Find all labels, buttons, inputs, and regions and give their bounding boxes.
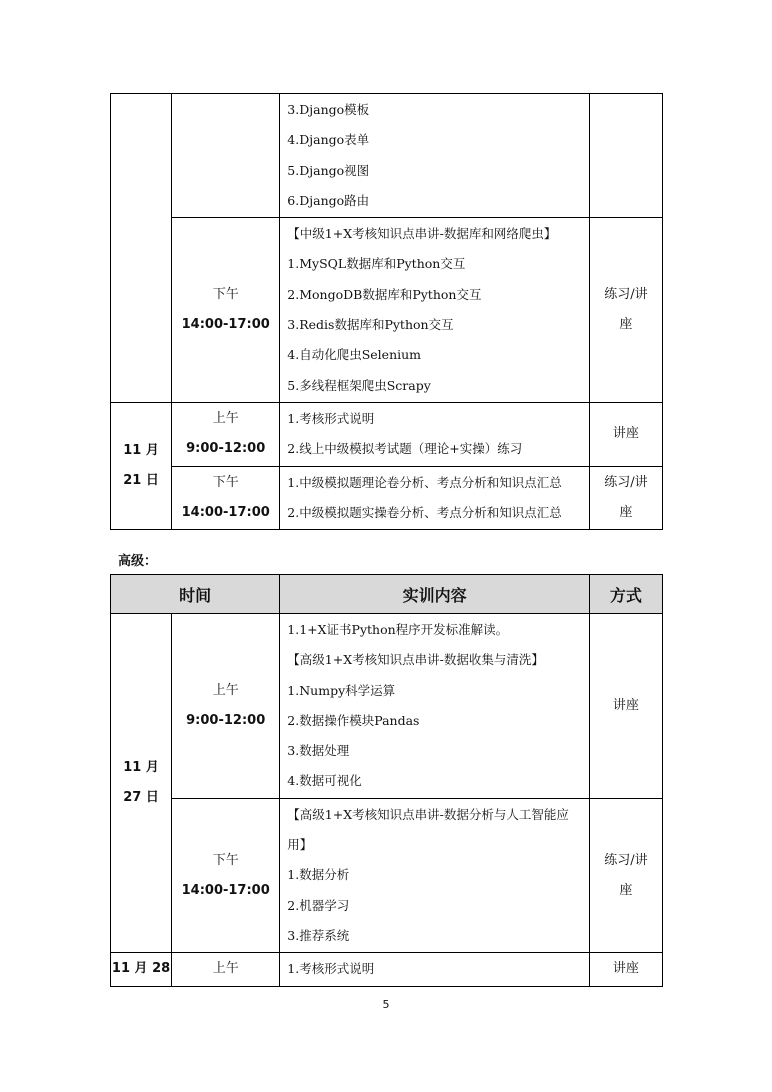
time-range: 9:00-12:00 [186, 712, 266, 728]
time-range: 14:00-17:00 [181, 317, 270, 333]
content-line: 2.线上中级模拟考试题（理论+实操）练习 [287, 441, 523, 457]
content-cell [280, 466, 590, 530]
page-number: 5 [382, 998, 390, 1011]
content-line: 1.中级模拟题理论卷分析、考点分析和知识点汇总 [287, 474, 562, 490]
date-cell: 11 月 28 [111, 953, 172, 986]
date-cell: 11 月 27 日 [111, 614, 172, 953]
time-cell [172, 614, 280, 799]
time-period: 上午 [212, 961, 239, 977]
time-cell [172, 466, 280, 530]
time-range: 14:00-17:00 [181, 504, 270, 520]
time-cell [172, 218, 280, 403]
mode-cell: 练习/讲座 [589, 218, 662, 403]
content-line: 4.Django表单 [287, 132, 370, 148]
content-line: 3.Redis数据库和Python交互 [287, 317, 454, 333]
mode-cell: 讲座 [589, 402, 662, 466]
content-line: 1.MySQL数据库和Python交互 [287, 256, 466, 272]
content-cell [280, 953, 590, 986]
table-row [111, 466, 663, 530]
mode-cell [589, 94, 662, 218]
content-line: 5.多线程框架爬虫Scrapy [287, 377, 431, 393]
time-range: 14:00-17:00 [181, 882, 270, 898]
content-cell [280, 614, 590, 799]
content-line: 1.考核形式说明 [287, 410, 375, 426]
content-line: 3.数据处理 [287, 743, 350, 759]
content-cell [280, 798, 590, 952]
content-line: 【高级1+X考核知识点串讲-数据分析与人工智能应用】 [287, 806, 569, 853]
header-content: 实训内容 [280, 575, 590, 614]
time-period: 上午 [212, 682, 239, 698]
header-mode: 方式 [589, 575, 662, 614]
time-cell [172, 953, 280, 986]
section-title: 高级： [118, 554, 158, 569]
time-period: 上午 [212, 411, 239, 427]
content-line: 1.1+X证书Python程序开发标准解读。 [287, 622, 509, 637]
content-line: 3.推荐系统 [287, 927, 350, 943]
content-line: 1.考核形式说明 [287, 961, 375, 977]
table-row [111, 614, 663, 799]
table-header-row [111, 575, 663, 614]
table-row [111, 798, 663, 952]
content-line: 1.数据分析 [287, 867, 350, 883]
time-period: 下午 [212, 852, 239, 868]
content-line: 6.Django路由 [287, 192, 370, 208]
content-line: 2.MongoDB数据库和Python交互 [287, 286, 482, 302]
time-period: 下午 [212, 287, 239, 303]
content-cell [280, 94, 590, 218]
time-range: 9:00-12:00 [186, 441, 266, 457]
content-cell [280, 402, 590, 466]
mode-cell: 练习/讲座 [589, 798, 662, 952]
intermediate-schedule-table [110, 93, 663, 530]
time-cell [172, 402, 280, 466]
content-line: 2.机器学习 [287, 897, 350, 913]
content-line: 2.数据操作模块Pandas [287, 712, 420, 728]
advanced-schedule-table [110, 574, 663, 987]
content-line: 2.中级模拟题实操卷分析、考点分析和知识点汇总 [287, 504, 562, 520]
table-row [111, 218, 663, 403]
time-period: 下午 [212, 474, 239, 490]
table-row [111, 953, 663, 986]
content-line: 3.Django模板 [287, 102, 370, 117]
header-time: 时间 [111, 575, 280, 614]
content-line: 4.数据可视化 [287, 773, 362, 789]
content-line: 1.Numpy科学运算 [287, 682, 396, 698]
mode-cell: 练习/讲座 [589, 466, 662, 530]
mode-cell: 讲座 [589, 953, 662, 986]
content-line: 【中级1+X考核知识点串讲-数据库和网络爬虫】 [287, 226, 557, 242]
date-cell [111, 94, 172, 403]
content-line: 5.Django视图 [287, 162, 370, 178]
time-cell [172, 94, 280, 218]
content-line: 4.自动化爬虫Selenium [287, 347, 422, 363]
table-row [111, 402, 663, 466]
table-row [111, 94, 663, 218]
content-line: 【高级1+X考核知识点串讲-数据收集与清洗】 [287, 652, 544, 668]
mode-cell: 讲座 [589, 614, 662, 799]
content-cell [280, 218, 590, 403]
time-cell [172, 798, 280, 952]
date-cell: 11 月 21 日 [111, 402, 172, 529]
